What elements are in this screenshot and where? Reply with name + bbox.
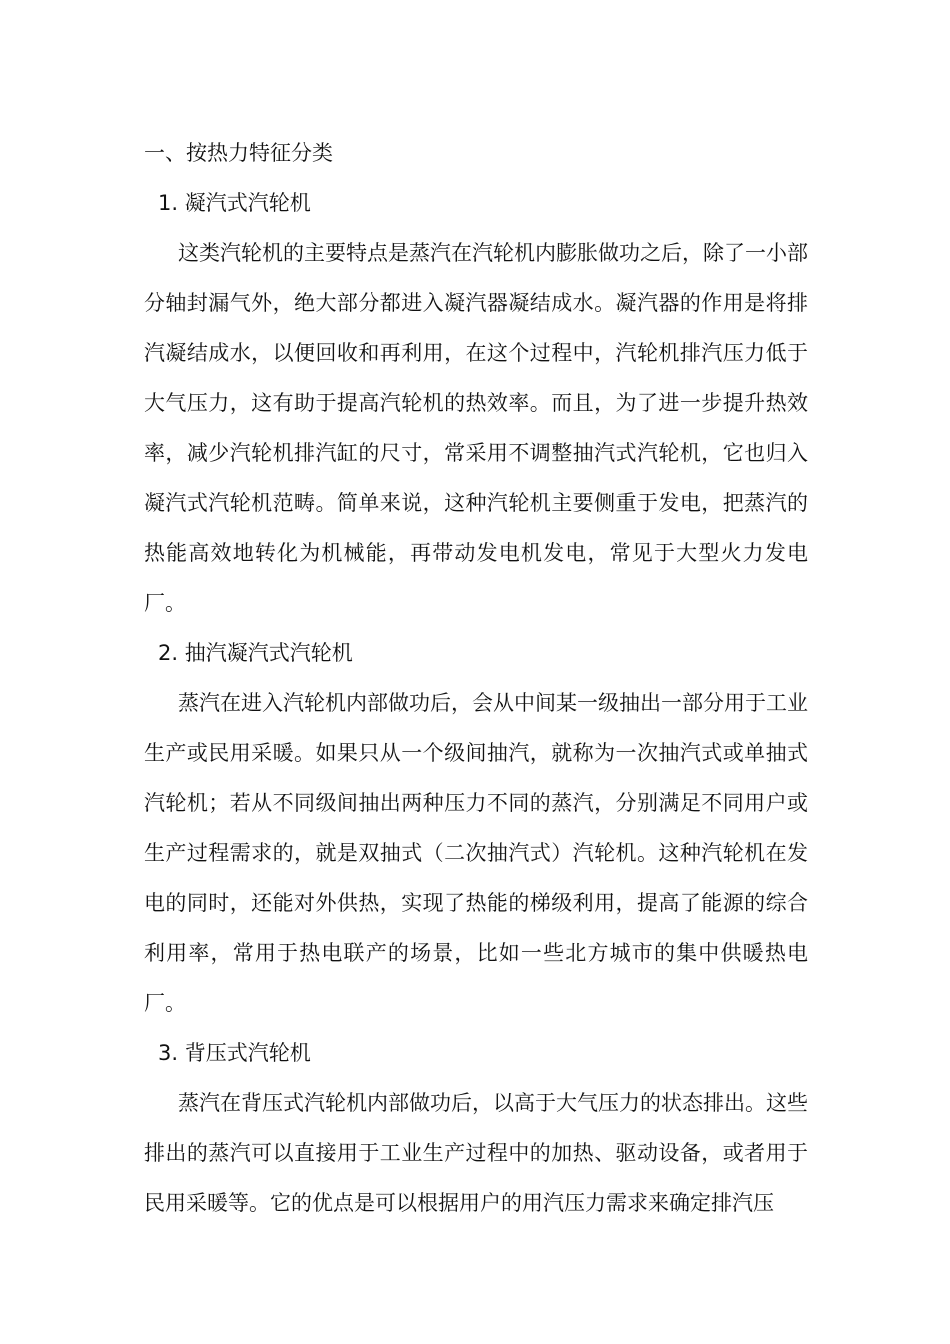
paragraph-condensing: 这类汽轮机的主要特点是蒸汽在汽轮机内膨胀做功之后，除了一小部分轴封漏气外，绝大部分都进入凝汽器凝结成水。凝汽器的作用是将排汽凝结成水，以便回收和再利用，在这个过程中，汽轮机排汽压力低于大气压力，这有助于提高汽轮机的热效率。而且，为了进一步提升热效率，减少汽轮机排汽缸的尺寸，常采用不调整抽汽式汽轮机，它也归入凝汽式汽轮机范畴。简单来说，这种汽轮机主要侧重于发电，把蒸汽的热能高效地转化为机械能，再带动发电机发电，常见于大型火力发电厂。 [144, 241, 808, 615]
paragraph-back-pressure: 蒸汽在背压式汽轮机内部做功后，以高于大气压力的状态排出。这些排出的蒸汽可以直接用于工业生产过程中的加热、驱动设备，或者用于民用采暖等。它的优点是可以根据用户的用汽压力需求来确定排汽压 [144, 1091, 808, 1215]
subsection-title-back-pressure: 3. 背压式汽轮机 [158, 1041, 311, 1065]
section-title: 一、按热力特征分类 [144, 141, 333, 165]
document-body [144, 128, 808, 1228]
paragraph-extraction-condensing: 蒸汽在进入汽轮机内部做功后，会从中间某一级抽出一部分用于工业生产或民用采暖。如果只从一个级间抽汽，就称为一次抽汽式或单抽式汽轮机；若从不同级间抽出两种压力不同的蒸汽，分别满足不同用户或生产过程需求的，就是双抽式（二次抽汽式）汽轮机。这种汽轮机在发电的同时，还能对外供热，实现了热能的梯级利用，提高了能源的综合利用率，常用于热电联产的场景，比如一些北方城市的集中供暖热电厂。 [144, 691, 808, 1015]
subsection-title-condensing: 1. 凝汽式汽轮机 [158, 191, 311, 215]
subsection-title-extraction-condensing: 2. 抽汽凝汽式汽轮机 [158, 641, 353, 665]
